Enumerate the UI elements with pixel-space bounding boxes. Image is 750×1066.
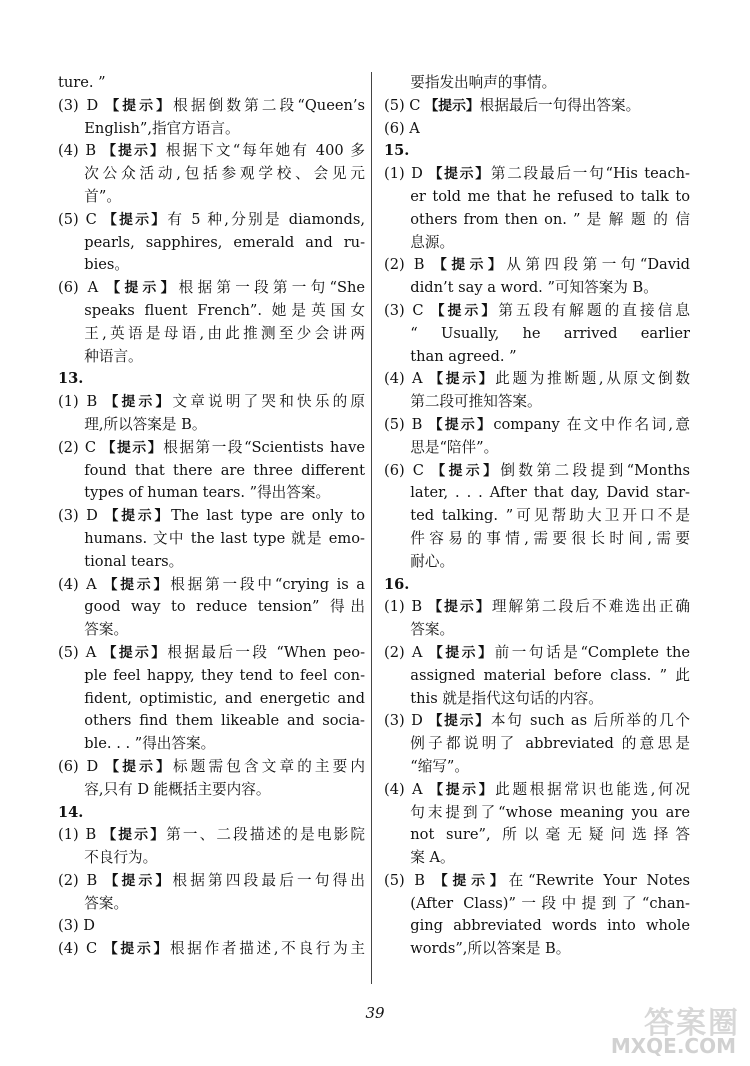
answer-number: (1) B bbox=[384, 598, 423, 616]
answer-line bbox=[384, 870, 690, 893]
answer-number: (2) B bbox=[58, 871, 98, 889]
answer-number: (5) C bbox=[384, 96, 421, 114]
answer-continuation bbox=[58, 323, 365, 346]
answer-text: er told me that he refused to talk to bbox=[410, 187, 690, 205]
answer-continuation bbox=[384, 756, 690, 779]
answer-text: words”,所以答案是 B。 bbox=[410, 940, 571, 958]
answer-number: (2) B bbox=[384, 256, 425, 274]
section-number: 16. bbox=[384, 575, 410, 593]
answer-text: ted talking. ”可见帮助大卫开口不是 bbox=[410, 507, 690, 525]
answer-text: 容,只有 D 能概括主要内容。 bbox=[84, 780, 271, 798]
answer-text: 答案。 bbox=[84, 621, 129, 639]
hint-label: 【提示】 bbox=[101, 508, 172, 525]
answer-continuation bbox=[384, 665, 690, 688]
answer-text: later, . . . After that day, David star- bbox=[410, 484, 690, 502]
answer-text: 从第四段第一句“David bbox=[506, 256, 690, 274]
answer-continuation bbox=[58, 460, 365, 483]
answer-continuation bbox=[384, 938, 690, 961]
hint-label: 【提示】 bbox=[426, 781, 496, 798]
answer-text: 耐心。 bbox=[410, 552, 455, 570]
section-number: 13. bbox=[58, 370, 84, 388]
answer-text: 种语言。 bbox=[84, 347, 143, 365]
answer-continuation bbox=[384, 186, 690, 209]
answer-text: others from then on. ” 是 解 题 的 信 bbox=[410, 210, 690, 228]
answer-continuation bbox=[58, 72, 365, 95]
answer-number: (3) C bbox=[384, 301, 424, 319]
hint-label: 【提示】 bbox=[426, 166, 491, 183]
answer-text: types of human tears. ”得出答案。 bbox=[84, 484, 331, 502]
watermark-url: MXQE.COM bbox=[610, 1034, 736, 1058]
hint-label: 【提示】 bbox=[102, 97, 174, 114]
answer-continuation bbox=[384, 824, 690, 847]
answer-text: 第二段可推知答案。 bbox=[410, 393, 542, 411]
hint-label: 【提示】 bbox=[426, 713, 491, 730]
hint-label: 【提示】 bbox=[428, 257, 507, 274]
hint-label: 【提示】 bbox=[102, 758, 174, 775]
answer-number: (4) A bbox=[384, 780, 423, 798]
answer-text: 第五段有解题的直接信息 bbox=[498, 301, 690, 319]
answer-line bbox=[384, 254, 690, 277]
answer-line bbox=[384, 460, 690, 483]
answer-text: ple feel happy, they tend to feel con- bbox=[84, 666, 365, 684]
hint-label: 【提示】 bbox=[100, 576, 171, 593]
answer-continuation bbox=[384, 72, 690, 95]
hint-label: 【提示】 bbox=[426, 416, 494, 433]
watermark-logo: 答案圈 bbox=[644, 1006, 740, 1041]
answer-number: (3) D bbox=[384, 712, 423, 730]
answer-continuation bbox=[58, 414, 365, 437]
answer-number: (1) D bbox=[384, 165, 423, 183]
answer-text: 根据第一段第一句“She bbox=[178, 279, 365, 297]
answer-text: this 就是指代这句话的内容。 bbox=[410, 689, 603, 707]
answer-number: (1) B bbox=[58, 393, 98, 411]
answer-continuation bbox=[384, 619, 690, 642]
section-number: 15. bbox=[384, 142, 410, 160]
answer-number: (5) A bbox=[58, 643, 97, 661]
answer-continuation bbox=[58, 254, 365, 277]
answer-text: 理,所以答案是 B。 bbox=[84, 415, 207, 433]
answer-text: 首”。 bbox=[84, 187, 121, 205]
answer-continuation bbox=[58, 528, 365, 551]
answer-text: 本句 such as 后所举的几个 bbox=[490, 712, 690, 730]
answer-text: “ Usually, he arrived earlier bbox=[410, 324, 690, 342]
answer-text: assigned material before class. ” 此 bbox=[410, 666, 690, 684]
answer-continuation bbox=[58, 710, 365, 733]
answer-line bbox=[384, 118, 690, 141]
answer-number: (3) D bbox=[58, 96, 99, 114]
answer-text: ging abbreviated words into whole bbox=[410, 917, 690, 935]
answer-text: ble. . . ”得出答案。 bbox=[84, 735, 216, 753]
answer-continuation bbox=[384, 391, 690, 414]
answer-continuation bbox=[58, 346, 365, 369]
answer-text: (After Class)”一段中提到了“chan- bbox=[410, 894, 690, 912]
answer-text: English”,指官方语言。 bbox=[84, 119, 240, 137]
answer-text: 件容易的事情,需要很长时间,需要 bbox=[410, 529, 690, 547]
answer-line bbox=[384, 710, 690, 733]
answer-continuation bbox=[58, 232, 365, 255]
answer-text: 有 5 种,分别是 diamonds, bbox=[167, 210, 365, 228]
answer-line bbox=[384, 95, 690, 118]
hint-label: 【提示】 bbox=[426, 371, 496, 388]
answer-continuation bbox=[58, 665, 365, 688]
answer-text: 标题需包含文章的主要内 bbox=[173, 757, 365, 775]
answer-continuation bbox=[384, 915, 690, 938]
section-number: 14. bbox=[58, 803, 84, 821]
hint-label: 【提示】 bbox=[100, 143, 166, 160]
answer-line bbox=[58, 505, 365, 528]
answer-line bbox=[384, 163, 690, 186]
answer-line bbox=[58, 391, 365, 414]
answer-continuation bbox=[384, 323, 690, 346]
answer-continuation bbox=[384, 528, 690, 551]
answer-text: 第二段最后一句“His teach- bbox=[490, 165, 690, 183]
hint-label: 【提示】 bbox=[428, 872, 509, 889]
answer-text: The last type are only to bbox=[171, 507, 365, 525]
hint-label: 【提示】 bbox=[427, 302, 499, 319]
answer-number: (4) A bbox=[58, 575, 97, 593]
answer-text: company 在文中作名词,意 bbox=[493, 415, 690, 433]
answer-text: 根据下文“每年她有 400 多 bbox=[165, 142, 365, 160]
hint-label: 【提示】 bbox=[101, 394, 173, 411]
answer-text: humans. 文中 the last type 就是 emo- bbox=[84, 529, 365, 547]
answer-text: didn’t say a word. ”可知答案为 B。 bbox=[410, 279, 658, 297]
answer-text: 文章说明了哭和快乐的原 bbox=[172, 393, 365, 411]
hint-label: 【提示】 bbox=[424, 97, 480, 114]
answer-line bbox=[58, 938, 365, 961]
answer-text: 根据倒数第二段“Queen’s bbox=[173, 96, 365, 114]
answer-text: 根据最后一句得出答案。 bbox=[479, 96, 641, 114]
answer-text: ture. ” bbox=[58, 74, 106, 91]
answer-number: (6) D bbox=[58, 757, 99, 775]
answer-text: bies。 bbox=[84, 256, 129, 274]
answer-number: (6) A bbox=[384, 119, 420, 137]
answer-continuation bbox=[384, 688, 690, 711]
hint-label: 【提示】 bbox=[100, 644, 168, 661]
answer-line bbox=[58, 277, 365, 300]
answer-text: speaks fluent French”. 她是英国女 bbox=[84, 301, 365, 319]
answer-continuation bbox=[384, 733, 690, 756]
answer-text: 思是“陪伴”。 bbox=[410, 438, 499, 456]
answer-number: (1) B bbox=[58, 826, 97, 844]
answer-text: 不良行为。 bbox=[84, 849, 158, 867]
answer-continuation bbox=[384, 893, 690, 916]
hint-label: 【提示】 bbox=[100, 211, 168, 228]
answer-line bbox=[58, 915, 365, 938]
answer-continuation bbox=[384, 802, 690, 825]
answer-line bbox=[384, 414, 690, 437]
answer-number: (4) A bbox=[384, 370, 423, 388]
answer-text: “缩写”。 bbox=[410, 757, 469, 775]
column-divider bbox=[371, 72, 372, 984]
answer-number: (2) A bbox=[384, 643, 423, 661]
hint-label: 【提示】 bbox=[426, 599, 492, 616]
answer-line bbox=[58, 574, 365, 597]
answer-line bbox=[58, 209, 365, 232]
answer-text: 案 A。 bbox=[410, 849, 455, 867]
answer-continuation bbox=[58, 300, 365, 323]
answer-text: 王,英语是母语,由此推测至少会讲两 bbox=[84, 324, 365, 342]
answer-line bbox=[384, 779, 690, 802]
page-number: 39 bbox=[365, 1004, 385, 1022]
answer-continuation bbox=[58, 551, 365, 574]
answer-number: (6) C bbox=[384, 461, 424, 479]
answer-line bbox=[58, 642, 365, 665]
answer-number: (4) B bbox=[58, 142, 97, 160]
answer-line bbox=[384, 642, 690, 665]
answer-text: 答案。 bbox=[84, 894, 129, 912]
answer-line bbox=[58, 824, 365, 847]
answer-text: 根据最后一段 “When peo- bbox=[167, 643, 365, 661]
answer-text: 前一句话是“Complete the bbox=[494, 643, 690, 661]
answer-number: (3) D bbox=[58, 507, 98, 525]
answer-text: not sure”, 所以毫无疑问选择答 bbox=[410, 826, 690, 844]
answer-text: 此题根据常识也能选,何况 bbox=[495, 780, 690, 798]
answer-text: found that there are three different bbox=[84, 461, 365, 479]
answer-line bbox=[58, 95, 365, 118]
answer-continuation bbox=[58, 619, 365, 642]
answer-continuation bbox=[384, 482, 690, 505]
answer-number: (5) C bbox=[58, 210, 97, 228]
answer-continuation bbox=[384, 232, 690, 255]
answer-text: 根据第一段中“crying is a bbox=[170, 575, 365, 593]
answer-line bbox=[58, 756, 365, 779]
answer-continuation bbox=[384, 847, 690, 870]
answer-text: 在“Rewrite Your Notes bbox=[508, 871, 690, 889]
answer-line bbox=[384, 596, 690, 619]
answer-line bbox=[58, 437, 365, 460]
answer-continuation bbox=[384, 346, 690, 369]
answer-text: good way to reduce tension” 得出 bbox=[84, 598, 365, 616]
answer-text: 次公众活动,包括参观学校、会见元 bbox=[84, 165, 365, 183]
answer-text: 理解第二段后不难选出正确 bbox=[491, 598, 690, 616]
answer-number: (2) C bbox=[58, 438, 97, 456]
answer-continuation bbox=[384, 505, 690, 528]
answer-text: 此题为推断题,从原文倒数 bbox=[495, 370, 690, 388]
answer-line bbox=[58, 140, 365, 163]
hint-label: 【提示】 bbox=[101, 872, 173, 889]
right-column bbox=[384, 72, 690, 961]
answer-text: fident, optimistic, and energetic and bbox=[84, 689, 365, 707]
answer-continuation bbox=[58, 893, 365, 916]
hint-label: 【提示】 bbox=[426, 644, 495, 661]
hint-label: 【提示】 bbox=[102, 280, 179, 297]
answer-text: than agreed. ” bbox=[410, 347, 517, 365]
answer-text: 根据作者描述,不良行为主 bbox=[169, 940, 365, 958]
answer-number: (4) C bbox=[58, 940, 98, 958]
answer-text: others find them likeable and socia- bbox=[84, 712, 365, 730]
answer-line bbox=[384, 300, 690, 323]
answer-text: pearls, sapphires, emerald and ru- bbox=[84, 233, 365, 251]
watermark bbox=[590, 998, 740, 1058]
answer-continuation bbox=[58, 163, 365, 186]
answer-continuation bbox=[384, 277, 690, 300]
hint-label: 【提示】 bbox=[101, 941, 170, 958]
answer-continuation bbox=[58, 847, 365, 870]
answer-text: 第一、二段描述的是电影院 bbox=[166, 826, 365, 844]
answer-text: 要指发出响声的事情。 bbox=[410, 74, 557, 91]
answer-text: 句末提到了“whose meaning you are bbox=[410, 803, 690, 821]
hint-label: 【提示】 bbox=[100, 439, 164, 456]
answer-continuation bbox=[58, 733, 365, 756]
answer-continuation bbox=[384, 209, 690, 232]
answer-line bbox=[384, 368, 690, 391]
answer-text: 根据第四段最后一句得出 bbox=[172, 871, 365, 889]
answer-number: (6) A bbox=[58, 279, 99, 297]
answer-text: tional tears。 bbox=[84, 552, 184, 570]
answer-continuation bbox=[58, 596, 365, 619]
answer-continuation bbox=[58, 118, 365, 141]
left-column bbox=[58, 72, 365, 961]
answer-continuation bbox=[58, 482, 365, 505]
answer-continuation bbox=[58, 186, 365, 209]
answer-text: 息源。 bbox=[410, 233, 455, 251]
answer-continuation bbox=[58, 688, 365, 711]
answer-line bbox=[58, 870, 365, 893]
answer-text: 倒数第二段提到“Months bbox=[500, 461, 690, 479]
answer-continuation bbox=[384, 437, 690, 460]
answer-text: 答案。 bbox=[410, 621, 455, 639]
answer-number: (5) B bbox=[384, 871, 425, 889]
answer-text: 根据第一段“Scientists have bbox=[163, 438, 365, 456]
answer-continuation bbox=[384, 551, 690, 574]
answer-number: (3) D bbox=[58, 917, 96, 935]
hint-label: 【提示】 bbox=[100, 827, 167, 844]
answer-text: 例子都说明了 abbreviated 的意思是 bbox=[410, 735, 690, 753]
answer-number: (5) B bbox=[384, 415, 423, 433]
hint-label: 【提示】 bbox=[427, 462, 501, 479]
answer-continuation bbox=[58, 779, 365, 802]
